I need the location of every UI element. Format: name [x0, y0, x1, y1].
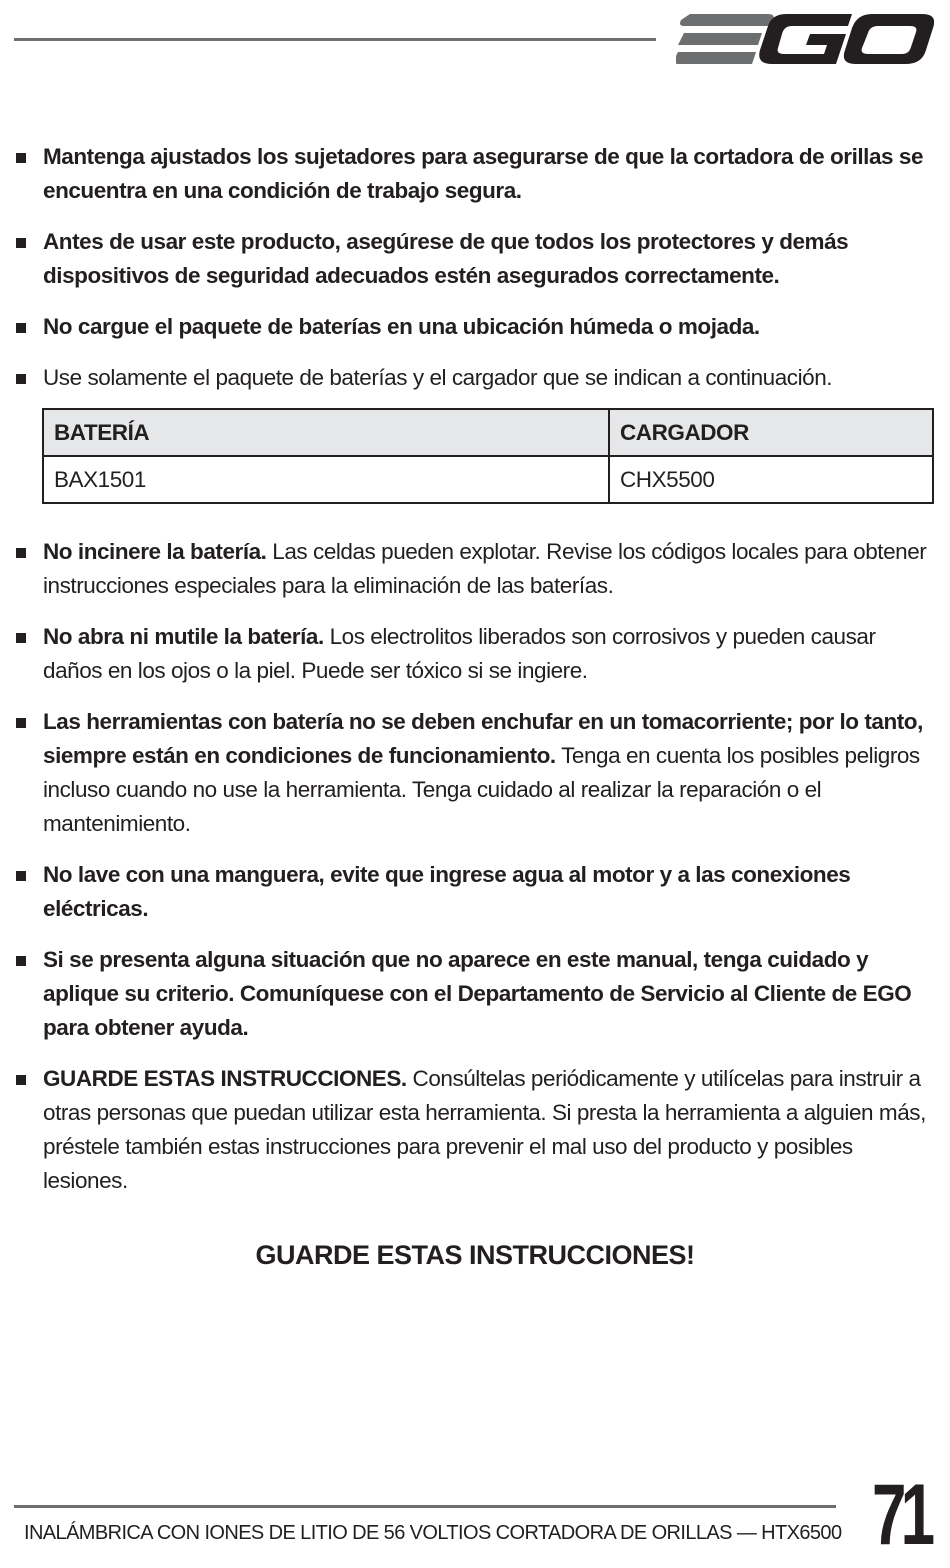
list-item [14, 361, 938, 395]
item-bold-text: Las herramientas con batería no se deben enchufar en un tomacorriente; por lo tanto, siempre están en condiciones de funcionamiento. [43, 709, 923, 768]
item-bold-text: No lave con una manguera, evite que ingrese agua al motor y a las conexiones eléctricas. [43, 862, 851, 921]
list-item [14, 858, 938, 926]
bullet-icon [16, 871, 26, 881]
list-item [14, 620, 938, 688]
logo-o [844, 14, 934, 64]
closing-heading: GUARDE ESTAS INSTRUCCIONES! [255, 1240, 695, 1270]
item-bold-text: No incinere la batería. [43, 539, 267, 564]
safety-content [14, 140, 938, 1215]
bullet-icon [16, 548, 26, 558]
logo-g [759, 14, 852, 64]
bullet-icon [16, 238, 26, 248]
header-rule [14, 38, 656, 41]
item-bold-text: GUARDE ESTAS INSTRUCCIONES. [43, 1066, 407, 1091]
list-item [14, 535, 938, 603]
bullet-icon [16, 956, 26, 966]
footer-product-title: INALÁMBRICA CON IONES DE LITIO DE 56 VOLTIOS CORTADORA DE ORILLAS — HTX6500 [24, 1522, 842, 1544]
ego-logo [676, 8, 934, 70]
item-bold-text: Antes de usar este producto, asegúrese de que todos los protectores y demás dispositivos de seguridad adecuados estén asegurados correctamente. [43, 229, 849, 288]
bullet-icon [16, 153, 26, 163]
logo-e-bars [676, 14, 774, 64]
battery-charger-table [42, 408, 934, 504]
item-bold-text: Mantenga ajustados los sujetadores para asegurarse de que la cortadora de orillas se encuentra en una condición de trabajo segura. [43, 144, 924, 203]
table-cell-battery: BAX1501 [43, 456, 609, 503]
item-text: Tenga en cuenta los posibles peligros incluso cuando no use la herramienta. Tenga cuidado al realizar la reparación o el mantenimiento. [43, 743, 920, 836]
list-item [14, 140, 938, 208]
item-text: Consúltelas periódicamente y utilícelas para instruir a otras personas que puedan utilizar esta herramienta. Si presta la herramienta a alguien más, préstele también estas instrucciones para prevenir el mal uso del producto y posibles lesiones. [43, 1066, 926, 1193]
item-bold-text: No abra ni mutile la batería. [43, 624, 324, 649]
bullet-icon [16, 1075, 26, 1085]
table-header-charger: CARGADOR [609, 409, 933, 456]
list-item [14, 310, 938, 344]
item-text: Use solamente el paquete de baterías y el cargador que se indican a continuación. [43, 365, 833, 390]
bullet-icon [16, 323, 26, 333]
list-item [14, 1062, 938, 1198]
bullet-icon [16, 374, 26, 384]
bullet-icon [16, 718, 26, 728]
item-text: Los electrolitos liberados son corrosivos y pueden causar daños en los ojos o la piel. Puede ser tóxico si se ingiere. [43, 624, 876, 683]
list-item [14, 943, 938, 1045]
item-text: Las celdas pueden explotar. Revise los códigos locales para obtener instrucciones especiales para la eliminación de las baterías. [43, 539, 927, 598]
table-header-row [43, 409, 933, 456]
table-row [43, 456, 933, 503]
table-cell-charger: CHX5500 [609, 456, 933, 503]
list-item [14, 705, 938, 841]
item-bold-text: No cargue el paquete de baterías en una ubicación húmeda o mojada. [43, 314, 760, 339]
page-number: 71 [872, 1467, 930, 1563]
table-header-battery: BATERÍA [43, 409, 609, 456]
list-item [14, 225, 938, 293]
bullet-icon [16, 633, 26, 643]
footer-rule [14, 1505, 836, 1508]
item-bold-text: Si se presenta alguna situación que no aparece en este manual, tenga cuidado y aplique su criterio. Comuníquese con el Departamento de Servicio al Cliente de EGO para obtener ayuda. [43, 947, 912, 1040]
